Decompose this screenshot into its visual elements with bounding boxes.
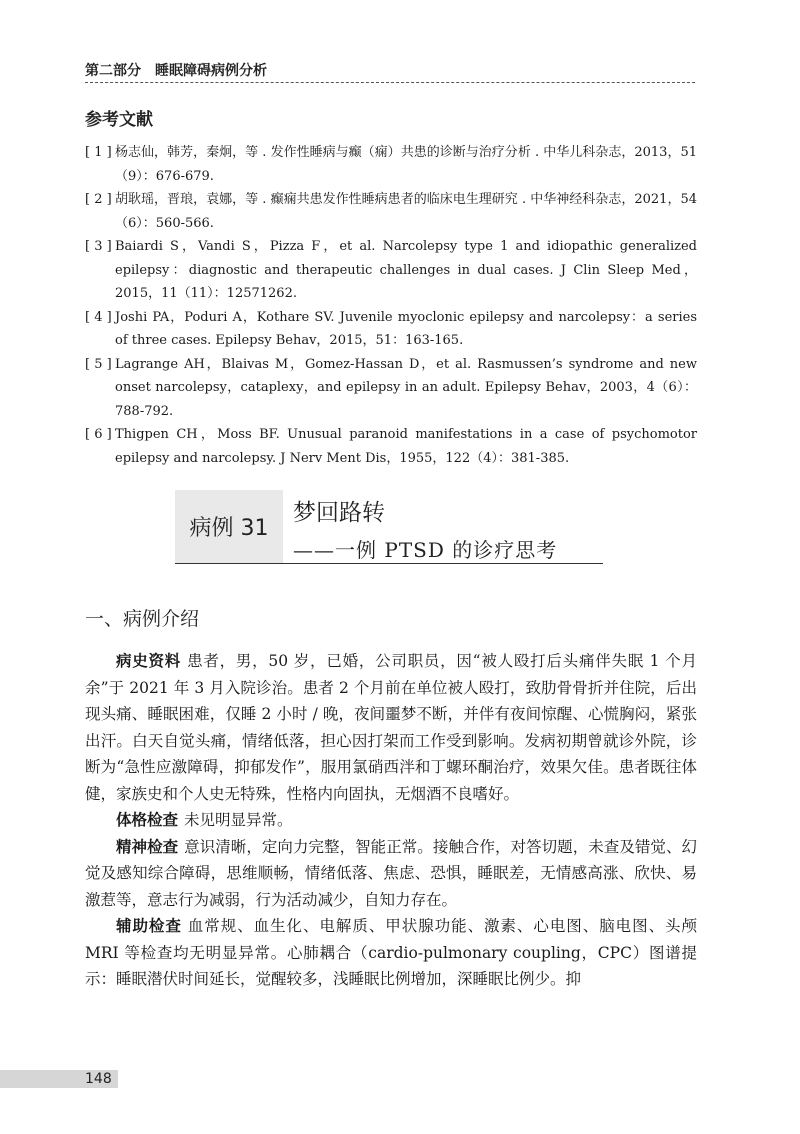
reference-number: [ 4 ] xyxy=(85,309,112,325)
references-list xyxy=(85,141,697,470)
paragraph-text: 血常规、血生化、电解质、甲状腺功能、激素、心电图、脑电图、头颅 MRI 等检查均无明显异常。心肺耦合（cardio-pulmonary coupling，CPC）图谱提示：睡眠潜伏时间延长，觉醒较多，浅睡眠比例增加，深睡眠比例少。抑 xyxy=(85,917,697,988)
paragraph-text: 未见明显异常。 xyxy=(184,811,293,829)
reference-item xyxy=(85,423,697,470)
case-body xyxy=(85,648,697,993)
reference-number: [ 3 ] xyxy=(85,239,112,254)
paragraph-label: 辅助检查 xyxy=(116,917,182,935)
paragraph-label: 精神检查 xyxy=(116,837,179,856)
reference-text: 杨志仙，韩芳，秦炯，等 . 发作性睡病与癫（痫）共患的诊断与治疗分析 . 中华儿科杂志，2013，51（9）：676-679. xyxy=(115,145,697,184)
paragraph-text: 意识清晰，定向力完整，智能正常。接触合作，对答切题，未查及错觉、幻觉及感知综合障碍，思维顺畅，情绪低落、焦虑、恐惧，睡眠差，无情感高涨、欣快、易激惹等，意志行为减弱，行为活动减少，自知力存在。 xyxy=(85,837,697,909)
reference-text: Baiardi S，Vandi S，Pizza F，et al. Narcolepsy type 1 and idiopathic generalized epilepsy：diagnostic and therapeutic challenges in dual cases. J Clin Sleep Med，2015，11（11）：12571262. xyxy=(115,239,697,301)
reference-number: [ 2 ] xyxy=(85,192,112,207)
case-label: 病例 31 xyxy=(189,516,269,541)
paragraph-text: 患者，男，50 岁，已婚，公司职员，因“被人殴打后头痛伴失眠 1 个月余”于 2021 年 3 月入院诊治。患者 2 个月前在单位被人殴打，致肋骨骨折并住院，后出现头痛、睡眠困难，仅睡 2 小时 / 晚，夜间噩梦不断，并伴有夜间惊醒、心慌胸闷，紧张出汗。白天自觉头痛，情绪低落，担心因打架而工作受到影响。发病初期曾就诊外院，诊断为“急性应激障碍，抑郁发作”，服用氯硝西泮和丁螺环酮治疗，效果欠佳。患者既往体健，家族史和个人史无特殊，性格内向固执，无烟酒不良嗜好。 xyxy=(85,652,697,803)
case-label-box xyxy=(175,490,283,563)
reference-number: [ 5 ] xyxy=(85,356,112,372)
running-header xyxy=(85,60,695,80)
reference-text: 胡耿瑶，晋琅，袁娜，等 . 癫痫共患发作性睡病患者的临床电生理研究 . 中华神经科杂志，2021，54（6）：560-566. xyxy=(115,192,697,231)
header-part: 第二部分 xyxy=(85,63,141,79)
case-title-underline xyxy=(175,563,603,564)
reference-text: Joshi PA，Poduri A，Kothare SV. Juvenile myoclonic epilepsy and narcolepsy：a series of three cases. Epilepsy Behav，2015，51：163-165. xyxy=(115,309,697,348)
page-number: 148 xyxy=(85,1071,112,1087)
header-title: 睡眠障碍病例分析 xyxy=(155,63,267,79)
section-heading: 一、病例介绍 xyxy=(85,608,200,630)
reference-text: Thigpen CH，Moss BF. Unusual paranoid manifestations in a case of psychomotor epilepsy and narcolepsy. J Nerv Ment Dis，1955，122（4）：381-385. xyxy=(115,427,697,466)
reference-item xyxy=(85,306,697,353)
paragraph-mental-exam xyxy=(85,834,697,914)
references-title: 参考文献 xyxy=(85,110,153,130)
paragraph-history xyxy=(85,648,697,807)
reference-item xyxy=(85,188,697,235)
case-title: 梦回路转 xyxy=(293,500,385,526)
paragraph-label: 病史资料 xyxy=(116,652,182,670)
reference-text: Lagrange AH，Blaivas M，Gomez-Hassan D，et al. Rasmussen’s syndrome and new onset narcolepsy，cataplexy，and epilepsy in an adult. Epilepsy Behav，2003，4（6）：788-792. xyxy=(115,356,697,419)
reference-number: [ 1 ] xyxy=(85,145,112,160)
reference-item xyxy=(85,235,697,306)
reference-number: [ 6 ] xyxy=(85,427,112,442)
paragraph-label: 体格检查 xyxy=(116,811,179,829)
paragraph-auxiliary-exam xyxy=(85,913,697,993)
header-divider xyxy=(85,82,695,83)
paragraph-physical-exam xyxy=(85,807,697,834)
case-subtitle: ——一例 PTSD 的诊疗思考 xyxy=(293,538,558,562)
reference-item xyxy=(85,141,697,188)
reference-item xyxy=(85,353,697,424)
